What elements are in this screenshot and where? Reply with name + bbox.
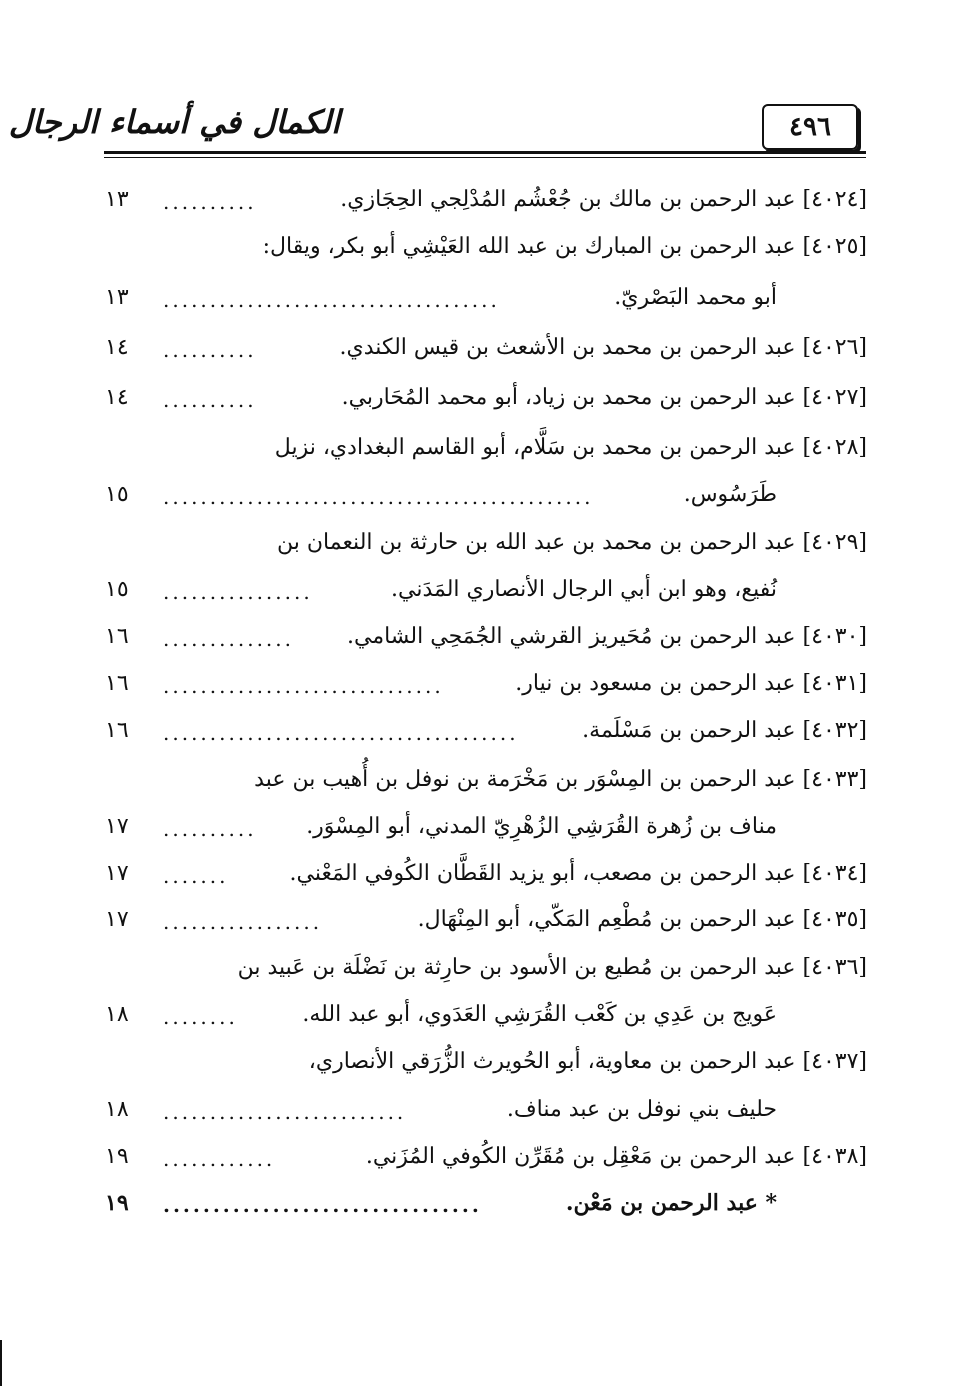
dot-leader: .............................................. [163, 485, 594, 509]
entry-text: [٤٠٢٩] عبد الرحمن بن محمد بن عبد الله بن حارثة بن النعمان بن [277, 530, 867, 555]
header-rule [104, 151, 866, 154]
dot-leader: ...................................... [163, 721, 519, 745]
entry-text: نُفيع، وهو ابن أبي الرجال الأنصاري المَدَني. [391, 577, 777, 602]
toc-entry-4028-cont [105, 475, 867, 515]
entry-page-number: ١٦ [105, 671, 129, 696]
header-rule-thin [104, 157, 866, 158]
entry-text: [٤٠٢٧] عبد الرحمن بن محمد بن زياد، أبو محمد المُحَاربي. [341, 385, 867, 410]
dot-leader: ........ [163, 1005, 238, 1029]
dot-leader: ................................ [163, 1193, 482, 1217]
page-number: ٤٩٦ [762, 104, 858, 150]
entry-text: مناف بن زُهرة القُرَشِي الزُهْرِيّ المدني، أبو المِسْوَر. [306, 814, 777, 839]
toc-entry-4032 [105, 711, 867, 751]
entry-page-number: ١٩ [105, 1190, 129, 1216]
toc-entry-4024 [105, 180, 867, 220]
entry-page-number: ١٥ [105, 482, 129, 507]
dot-leader: ............ [163, 1147, 276, 1171]
toc-entry-4034 [105, 854, 867, 894]
entry-text: [٤٠٢٨] عبد الرحمن بن محمد بن سَلَّام، أبو القاسم البغدادي، نزيل [274, 435, 867, 460]
entry-text: [٤٠٣٠] عبد الرحمن بن مُحَيريز القرشي الجُمَحِي الشامي. [346, 624, 867, 649]
entry-page-number: ١٧ [105, 907, 129, 932]
dot-leader: ................ [163, 580, 313, 604]
dot-leader: .......... [163, 388, 257, 412]
entry-text: حليف بني نوفل بن عبد مناف. [506, 1097, 777, 1122]
entry-text: عَويج بن عَدِي بن كَعْب القُرَشِي العَدَوي، أبو عبد الله. [302, 1002, 777, 1027]
toc-entry-4027 [105, 378, 867, 418]
entry-text: [٤٠٢٤] عبد الرحمن بن مالك بن جُعْشُم المُدْلِجي الحِجَازي. [340, 187, 867, 212]
entry-page-number: ١٧ [105, 861, 129, 886]
entry-page-number: ١٤ [105, 335, 129, 360]
entry-text: أبو محمد البَصْريّ. [614, 285, 777, 310]
entry-page-number: ١٦ [105, 718, 129, 743]
entry-page-number: ١٧ [105, 814, 129, 839]
entry-page-number: ١٩ [105, 1144, 129, 1169]
toc-entry-4029 [105, 523, 867, 563]
entry-page-number: ١٦ [105, 624, 129, 649]
entry-text: [٤٠٣٤] عبد الرحمن بن مصعب، أبو يزيد القَطَّان الكُوفي المَعْني. [289, 861, 867, 886]
running-title: الكمال في أسماء الرجال [8, 103, 340, 141]
toc-entry-4028 [105, 428, 867, 468]
entry-text: [٤٠٣٣] عبد الرحمن بن المِسْوَر بن مَخْرَمة بن نوفل بن أُهيب بن عبد [254, 767, 867, 792]
dot-leader: .......... [163, 338, 257, 362]
toc-entry-4033 [105, 760, 867, 800]
entry-page-number: ١٥ [105, 577, 129, 602]
dot-leader: ....... [163, 864, 229, 888]
entry-page-number: ١٨ [105, 1097, 129, 1122]
dot-leader: .............. [163, 627, 295, 651]
entry-text: [٤٠٣٧] عبد الرحمن بن معاوية، أبو الحُويرث الزُّرَقي الأنصاري، [308, 1049, 867, 1074]
toc-entry-4035 [105, 900, 867, 940]
entry-page-number: ١٤ [105, 385, 129, 410]
toc-entry-4036 [105, 948, 867, 988]
scan-margin-bar [0, 1340, 2, 1386]
toc-entry-4026 [105, 328, 867, 368]
toc-entry-4036-cont [105, 995, 867, 1035]
toc-entry-4025-cont [105, 278, 867, 318]
entry-text: [٤٠٣٥] عبد الرحمن بن مُطْعِم المَكّي، أبو المِنْهَال. [417, 907, 867, 932]
entry-text: [٤٠٣٢] عبد الرحمن بن مَسْلَمة. [582, 718, 867, 743]
toc-entry-4030 [105, 617, 867, 657]
entry-text: [٤٠٣١] عبد الرحمن بن مسعود بن نيار. [515, 671, 867, 696]
dot-leader: .......... [163, 817, 257, 841]
entry-page-number: ١٣ [105, 285, 129, 310]
entry-text: طَرَسُوس. [683, 482, 777, 507]
toc-entry-4031 [105, 664, 867, 704]
toc-entry-4025 [105, 227, 867, 267]
toc-entry-4037 [105, 1042, 867, 1082]
dot-leader: .............................. [163, 674, 444, 698]
entry-text: [٤٠٢٦] عبد الرحمن بن محمد بن الأشعث بن قيس الكندي. [339, 335, 867, 360]
toc-entry-4029-cont [105, 570, 867, 610]
entry-text: [٤٠٢٥] عبد الرحمن بن المبارك بن عبد الله العَيْشِي أبو بكر، ويقال: [262, 234, 867, 259]
dot-leader: ................. [163, 910, 323, 934]
toc-entry-4037-cont [105, 1090, 867, 1130]
toc-entry-4038 [105, 1137, 867, 1177]
dot-leader: .......................... [163, 1100, 407, 1124]
entry-text: [٤٠٣٨] عبد الرحمن بن مَعْقِل بن مُقَرِّن الكُوفي المُزَني. [365, 1144, 867, 1169]
entry-text: [٤٠٣٦] عبد الرحمن بن مُطيع بن الأسود بن حارِثة بن نَضْلَة بن عَبيد بن [237, 955, 867, 980]
entry-page-number: ١٣ [105, 187, 129, 212]
dot-leader: .......... [163, 190, 257, 214]
dot-leader: .................................... [163, 288, 500, 312]
entry-text: * عبد الرحمن بن مَعْن. [565, 1190, 777, 1216]
toc-entry-4033-cont [105, 807, 867, 847]
entry-page-number: ١٨ [105, 1002, 129, 1027]
toc-entry-cross-reference [105, 1183, 867, 1223]
